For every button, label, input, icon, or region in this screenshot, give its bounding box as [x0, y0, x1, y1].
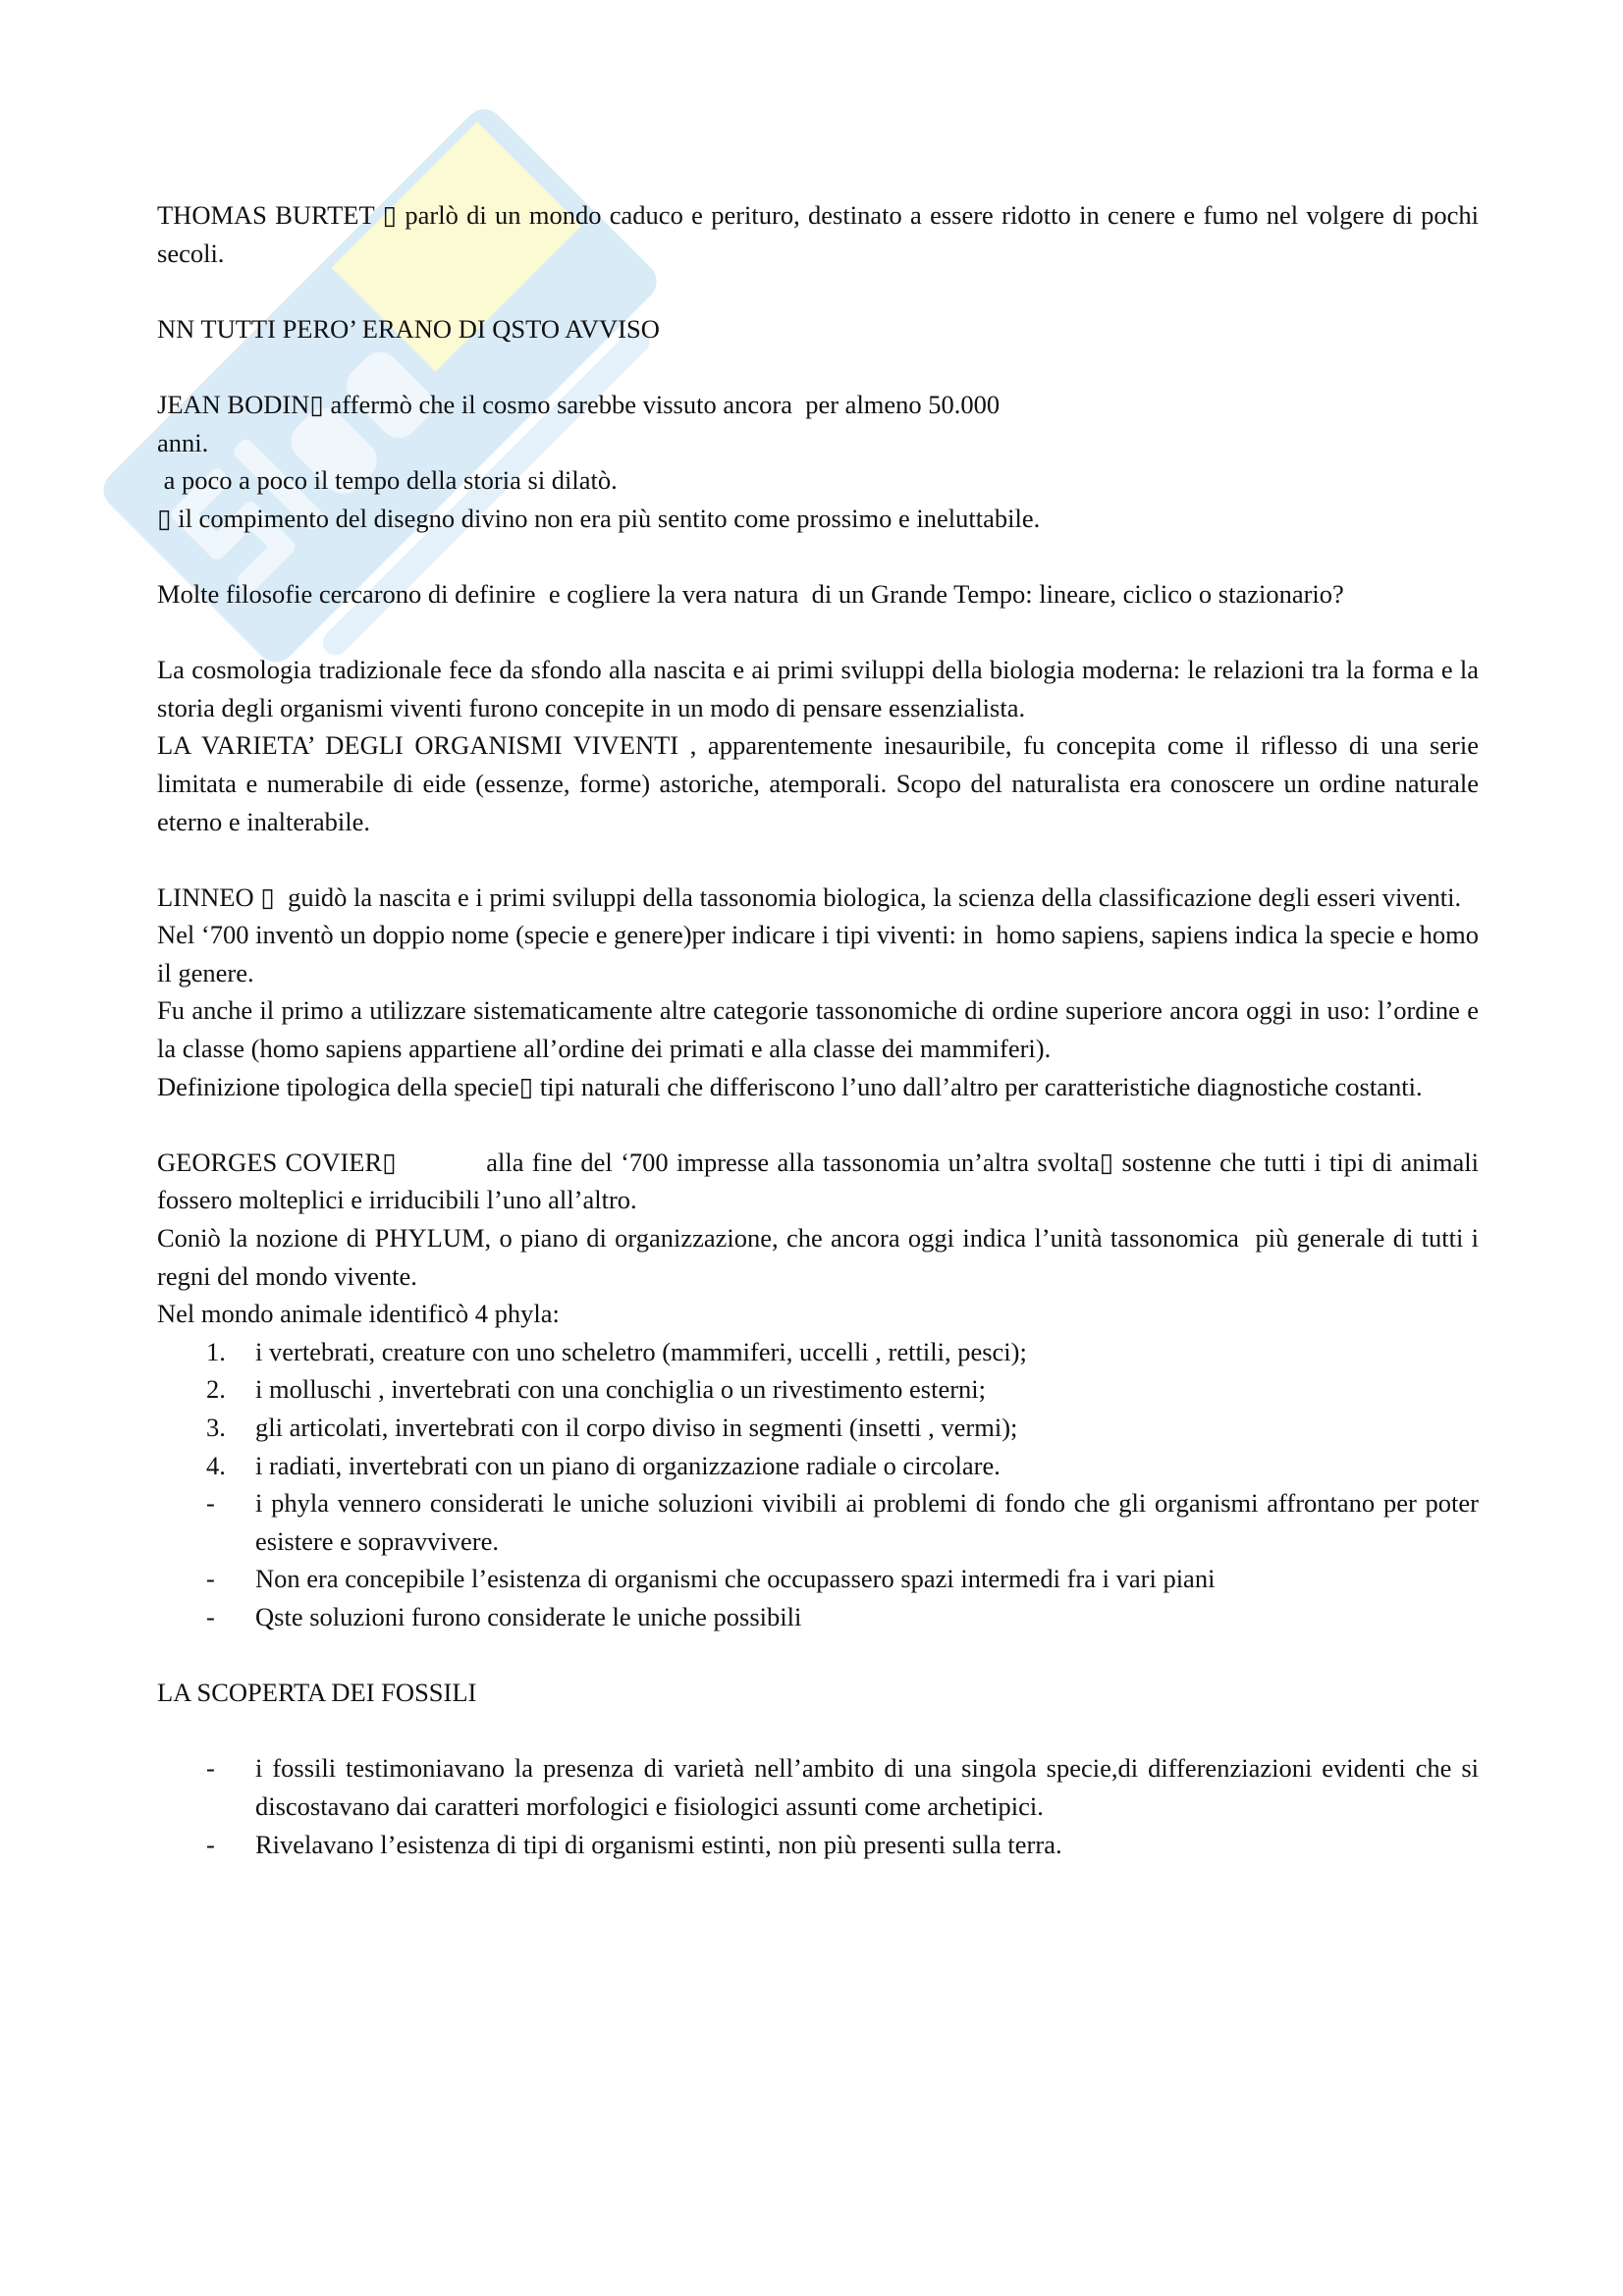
- paragraph: Molte filosofie cercarono di definire e cogliere la vera natura di un Grande Tempo: lineare, ciclico o stazionario?: [157, 578, 1344, 609]
- paragraph: LA VARIETA’ DEGLI ORGANISMI VIVENTI , apparentemente inesauribile, fu concepita come il riflesso di una serie limitata e numerabile di eide (essenze, forme) astoriche, atemporali. Scopo del naturalista era conoscere un ordine naturale eterno e inalterabile.: [157, 730, 1486, 836]
- list-item: [157, 1560, 1479, 1598]
- paragraph: JEAN BODIN▯ affermò che il cosmo sarebbe vissuto ancora per almeno 50.000: [157, 389, 1001, 419]
- paragraph: Nel mondo animale identificò 4 phyla:: [157, 1299, 560, 1329]
- blank-line: [157, 840, 1479, 879]
- list-item-text: Rivelavano l’esistenza di tipi di organismi estinti, non più presenti sulla terra.: [255, 1829, 1062, 1859]
- list-marker: 4.: [206, 1450, 226, 1480]
- list-item-text: i phyla vennero considerati le uniche soluzioni vivibili ai problemi di fondo che gli organismi affrontano per poter esistere e sopravvivere.: [255, 1488, 1479, 1556]
- paragraph: THOMAS BURTET ▯ parlò di un mondo caduco e perituro, destinato a essere ridotto in cenere e fumo nel volgere di pochi secoli.: [157, 200, 1486, 268]
- paragraph: anni.: [157, 427, 209, 457]
- list-marker: -: [206, 1488, 215, 1519]
- paragraph: Definizione tipologica della specie▯ tipi naturali che differiscono l’uno dall’altro per caratteristiche diagnostiche costanti.: [157, 1071, 1423, 1101]
- blank-line: [157, 347, 1479, 386]
- list-item: [157, 1598, 1479, 1636]
- paragraph: NN TUTTI PERO’ ERANO DI QSTO AVVISO: [157, 313, 660, 344]
- blank-line: [157, 537, 1479, 575]
- list-item-text: i fossili testimoniavano la presenza di varietà nell’ambito di una singola specie,di differenziazioni evidenti che si discostavano dai caratteri morfologici e fisiologici assunti come archetipici.: [255, 1753, 1479, 1821]
- list-item: [157, 1409, 1479, 1447]
- blank-line: [157, 1636, 1479, 1675]
- list-item: [157, 1447, 1479, 1485]
- list-marker: 1.: [206, 1336, 226, 1366]
- list-marker: 3.: [206, 1413, 226, 1442]
- paragraph: Nel ‘700 inventò un doppio nome (specie e genere)per indicare i tipi viventi: in homo sapiens, sapiens indica la specie e homo il genere.: [157, 920, 1486, 988]
- paragraph: a poco a poco il tempo della storia si dilatò.: [157, 465, 618, 496]
- list-item: [157, 1484, 1479, 1560]
- list-marker: -: [206, 1564, 215, 1594]
- blank-line: [157, 1712, 1479, 1750]
- list-item: [157, 1370, 1479, 1409]
- list-item-text: gli articolati, invertebrati con il corpo diviso in segmenti (insetti , vermi);: [255, 1413, 1018, 1442]
- paragraph: Fu anche il primo a utilizzare sistematicamente altre categorie tassonomiche di ordine superiore ancora oggi in uso: l’ordine e la classe (homo sapiens appartiene all’ordine dei primati e alla classe dei mammiferi).: [157, 995, 1486, 1064]
- paragraph: La cosmologia tradizionale fece da sfondo alla nascita e ai primi sviluppi della biologia moderna: le relazioni tra la forma e la storia degli organismi viventi furono concepite in un modo di pensare essenzialista.: [157, 655, 1486, 722]
- document-page: [157, 196, 1492, 1863]
- blank-line: [157, 272, 1479, 310]
- list-item-text: i radiati, invertebrati con un piano di organizzazione radiale o circolare.: [255, 1450, 1001, 1480]
- list-marker: 2.: [206, 1374, 226, 1405]
- list-marker: -: [206, 1829, 215, 1859]
- paragraph: Coniò la nozione di PHYLUM, o piano di organizzazione, che ancora oggi indica l’unità tassonomica più generale di tutti i regni del mondo vivente.: [157, 1223, 1486, 1291]
- list-item-text: i molluschi , invertebrati con una conchiglia o un rivestimento esterni;: [255, 1374, 987, 1405]
- list-item-text: Qste soluzioni furono considerate le uniche possibili: [255, 1601, 802, 1631]
- list-item: [157, 1333, 1479, 1371]
- paragraph: LINNEO ▯ guidò la nascita e i primi sviluppi della tassonomia biologica, la scienza della classificazione degli esseri viventi.: [157, 881, 1462, 912]
- list-item-text: Non era concepibile l’esistenza di organismi che occupassero spazi intermedi fra i vari piani: [255, 1564, 1216, 1594]
- list-item: [157, 1749, 1479, 1825]
- paragraph: LA SCOPERTA DEI FOSSILI: [157, 1678, 477, 1708]
- list-marker: -: [206, 1601, 215, 1631]
- blank-line: [157, 1105, 1479, 1144]
- list-marker: -: [206, 1753, 215, 1784]
- blank-line: [157, 614, 1479, 652]
- paragraph: GEORGES COVIER▯ alla fine del ‘700 impresse alla tassonomia un’altra svolta▯ sostenne che tutti i tipi di animali fossero molteplici e irriducibili l’uno all’altro.: [157, 1147, 1492, 1215]
- list-item-text: i vertebrati, creature con uno scheletro (mammiferi, uccelli , rettili, pesci);: [255, 1336, 1027, 1366]
- paragraph: ▯ il compimento del disegno divino non era più sentito come prossimo e ineluttabile.: [157, 503, 1041, 533]
- list-item: [157, 1826, 1479, 1864]
